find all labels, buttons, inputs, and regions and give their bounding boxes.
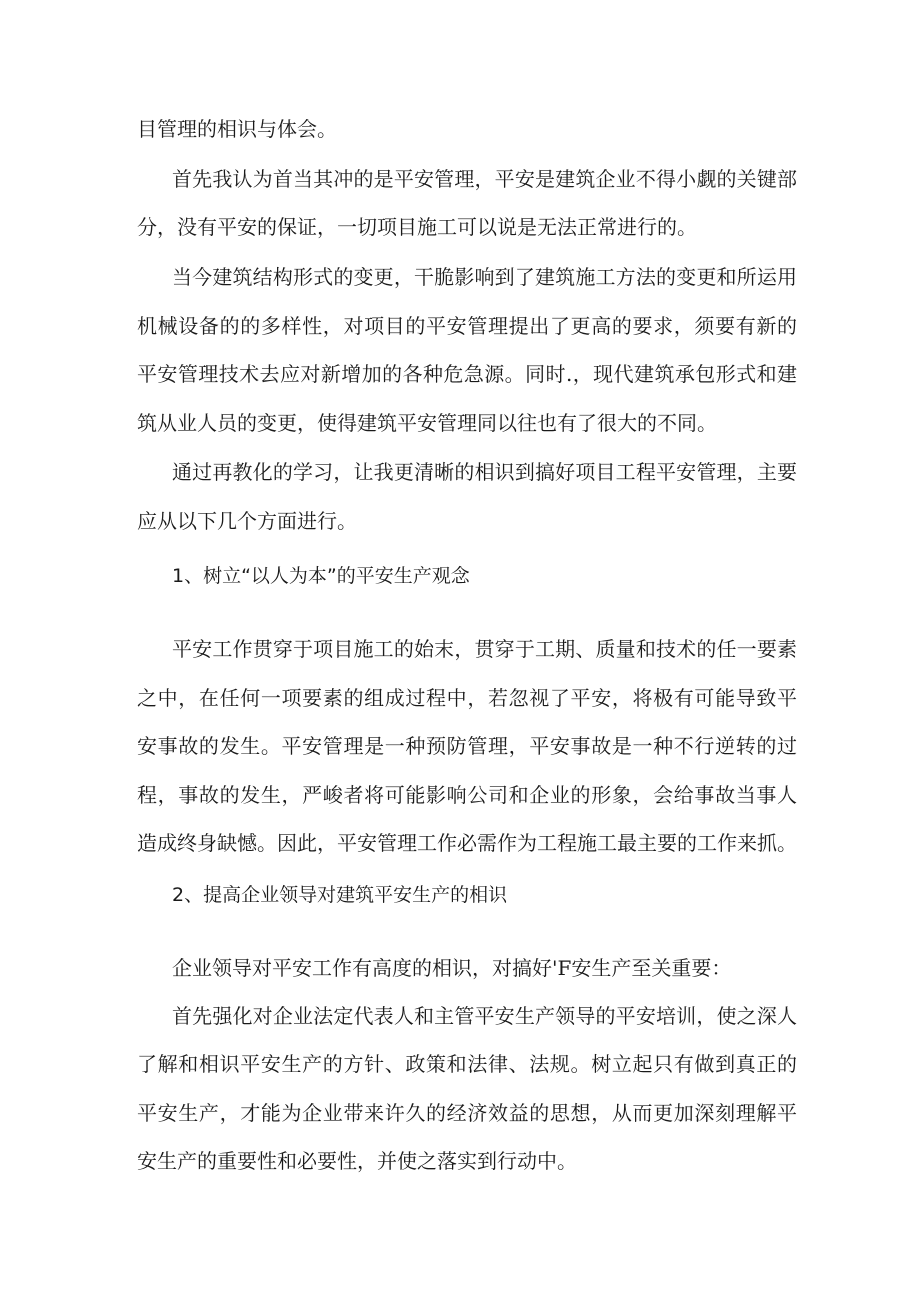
paragraph-line: 筑从业人员的变更，使得建筑平安管理同以往也有了很大的不同。 <box>137 411 717 435</box>
paragraph-line: 通过再教化的学习，让我更清晰的相识到搞好项目工程平安管理，主要 <box>172 460 797 484</box>
paragraph-line: 安生产的重要性和必要性，并使之落实到行动中。 <box>137 1149 577 1173</box>
paragraph-line: 机械设备的的多样性，对项目的平安管理提出了更高的要求，须要有新的 <box>137 314 797 338</box>
paragraph-line: 之中，在任何一项要素的组成过程中，若忽视了平安，将极有可能导致平 <box>137 686 797 710</box>
paragraph-line: 首先我认为首当其冲的是平安管理，平安是建筑企业不得小觑的关键部 <box>172 167 797 191</box>
paragraph-line: 首先强化对企业法定代表人和主管平安生产领导的平安培训，使之深人 <box>172 1004 797 1028</box>
paragraph-line: 目管理的相识与体会。 <box>137 117 337 141</box>
paragraph-line: 企业领导对平安工作有高度的相识，对搞好'F安生产至关重要： <box>172 956 732 980</box>
paragraph-line: 分，没有平安的保证，一切项目施工可以说是无法正常进行的。 <box>137 215 697 239</box>
paragraph-line: 当今建筑结构形式的变更，干脆影响到了建筑施工方法的变更和所运用 <box>172 265 797 289</box>
paragraph-line: 平安管理技术去应对新增加的各种危急源。同时.，现代建筑承包形式和建 <box>137 362 797 386</box>
paragraph-line: 安事故的发生。平安管理是一种预防管理，平安事故是一种不行逆转的过 <box>137 734 797 758</box>
paragraph-line: 平安工作贯穿于项目施工的始末，贯穿于工期、质量和技术的任一要素 <box>172 637 797 661</box>
paragraph-line: 了解和相识平安生产的方针、政策和法律、法规。树立起只有做到真正的 <box>137 1052 797 1076</box>
paragraph-line: 程，事故的发生，严峻者将可能影响公司和企业的形象，会给事故当事人 <box>137 783 797 807</box>
paragraph-line: 造成终身缺憾。因此，平安管理工作必需作为工程施工最主要的工作来抓。 <box>137 831 797 855</box>
paragraph-line: 应从以下几个方面进行。 <box>137 509 357 533</box>
section-heading: 1、树立“以人为本”的平安生产观念 <box>172 565 470 587</box>
paragraph-line: 平安生产，才能为企业带来许久的经济效益的思想，从而更加深刻理解平 <box>137 1101 797 1125</box>
section-heading: 2、提高企业领导对建筑平安生产的相识 <box>172 884 508 906</box>
